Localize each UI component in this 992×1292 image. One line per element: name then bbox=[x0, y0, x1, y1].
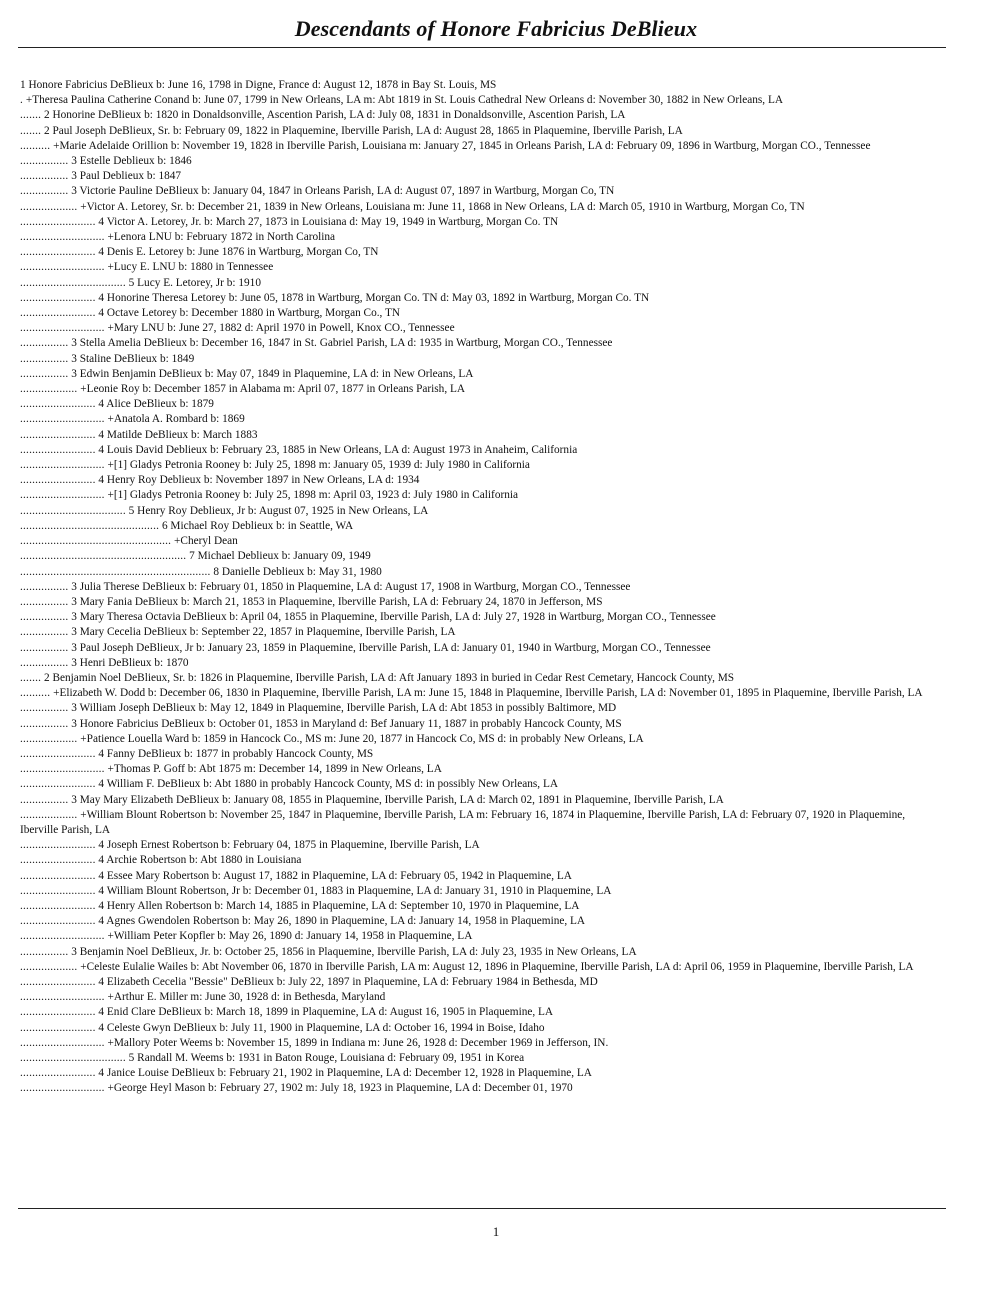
generation-leader: ............................................................... bbox=[20, 565, 211, 578]
descendant-entry bbox=[20, 215, 945, 230]
generation-leader: ................... bbox=[20, 808, 78, 821]
descendant-entry bbox=[20, 93, 945, 108]
entry-text: 4 Henry Allen Robertson b: March 14, 1885 in Plaquemine, LA d: September 10, 1970 in Plaquemine, LA bbox=[95, 899, 580, 912]
descendant-entry bbox=[20, 382, 945, 397]
entry-text: 5 Lucy E. Letorey, Jr b: 1910 bbox=[125, 276, 261, 289]
generation-leader: ......................... bbox=[20, 869, 96, 882]
generation-leader: ............................ bbox=[20, 261, 105, 274]
entry-text: +Mallory Poter Weems b: November 15, 1899 in Indiana m: June 26, 1928 d: December 1969 in Jefferson, IN. bbox=[104, 1036, 609, 1049]
descendant-entry bbox=[20, 960, 945, 975]
generation-leader: ................ bbox=[20, 611, 69, 624]
descendant-entry bbox=[20, 245, 945, 260]
descendant-entry bbox=[20, 625, 945, 640]
entry-text: +Thomas P. Goff b: Abt 1875 m: December 14, 1899 in New Orleans, LA bbox=[104, 763, 442, 776]
generation-leader: ................ bbox=[20, 626, 69, 639]
descendant-entry bbox=[20, 139, 945, 154]
generation-leader: ................ bbox=[20, 337, 69, 350]
descendant-entry bbox=[20, 519, 945, 534]
descendant-entry bbox=[20, 899, 945, 914]
descendant-entry bbox=[20, 671, 945, 686]
generation-leader: ......................... bbox=[20, 215, 96, 228]
generation-leader: ................ bbox=[20, 641, 69, 654]
descendant-entry bbox=[20, 1036, 945, 1051]
entry-text: 3 Estelle Deblieux b: 1846 bbox=[68, 155, 192, 168]
generation-leader: ......................... bbox=[20, 1006, 96, 1019]
entry-text: 3 Honore Fabricius DeBlieux b: October 01, 1853 in Maryland d: Bef January 11, 1887 in probably Hancock County, MS bbox=[68, 717, 622, 730]
entry-text: 4 Louis David Deblieux b: February 23, 1885 in New Orleans, LA d: August 1973 in Anaheim, California bbox=[95, 443, 578, 456]
entry-text: 4 Enid Clare DeBlieux b: March 18, 1899 in Plaquemine, LA d: August 16, 1905 in Plaquemine, LA bbox=[95, 1006, 554, 1019]
generation-leader: ................ bbox=[20, 170, 69, 183]
generation-leader: ......................... bbox=[20, 884, 96, 897]
descendant-entry bbox=[20, 321, 945, 336]
generation-leader: ............................ bbox=[20, 413, 105, 426]
generation-leader: ....................................................... bbox=[20, 550, 187, 563]
entry-text: 1 Honore Fabricius DeBlieux b: June 16, 1798 in Digne, France d: August 12, 1878 in Bay St. Louis, MS bbox=[20, 79, 497, 91]
generation-leader: ......................... bbox=[20, 839, 96, 852]
descendant-entry bbox=[20, 580, 945, 595]
descendant-entry bbox=[20, 777, 945, 792]
entry-text: +[1] Gladys Petronia Rooney b: July 25, 1898 m: April 03, 1923 d: July 1980 in California bbox=[104, 489, 519, 502]
descendant-entry bbox=[20, 549, 945, 564]
generation-leader: ................................... bbox=[20, 504, 126, 517]
entry-text: 3 Julia Therese DeBlieux b: February 01, 1850 in Plaquemine, LA d: August 17, 1908 in Wartburg, Morgan CO., Tennessee bbox=[68, 580, 631, 593]
entry-text: 6 Michael Roy Deblieux b: in Seattle, WA bbox=[159, 519, 354, 532]
generation-leader: ......................... bbox=[20, 899, 96, 912]
descendant-entry bbox=[20, 336, 945, 351]
descendant-entry bbox=[20, 732, 945, 747]
generation-leader: ................................... bbox=[20, 276, 126, 289]
generation-leader: ....... bbox=[20, 671, 42, 684]
generation-leader: ......................... bbox=[20, 428, 96, 441]
generation-leader: .......... bbox=[20, 687, 51, 700]
descendant-entry bbox=[20, 1081, 945, 1096]
generation-leader: ................................... bbox=[20, 1052, 126, 1064]
descendant-entry bbox=[20, 428, 945, 443]
generation-leader: ......................... bbox=[20, 291, 96, 304]
descendant-entry bbox=[20, 412, 945, 427]
bottom-rule bbox=[18, 1208, 946, 1209]
generation-leader: ............................ bbox=[20, 489, 105, 502]
generation-leader: ......................... bbox=[20, 474, 96, 487]
descendant-entry bbox=[20, 473, 945, 488]
generation-leader: .......... bbox=[20, 139, 51, 152]
entry-text: +Lenora LNU b: February 1872 in North Carolina bbox=[104, 231, 336, 244]
entry-text: +William Peter Kopfler b: May 26, 1890 d: January 14, 1958 in Plaquemine, LA bbox=[104, 930, 473, 943]
descendant-entry bbox=[20, 701, 945, 716]
generation-leader: ................ bbox=[20, 793, 69, 806]
entry-text: 4 Denis E. Letorey b: June 1876 in Wartburg, Morgan Co, TN bbox=[95, 246, 379, 259]
entry-text: +Victor A. Letorey, Sr. b: December 21, 1839 in New Orleans, Louisiana m: June 11, 1868 in New Orleans, LA d: March 05, 1910 in Wartburg, Morgan Co, TN bbox=[77, 200, 805, 213]
entry-text: 3 Mary Cecelia DeBlieux b: September 22, 1857 in Plaquemine, Iberville Parish, LA bbox=[68, 626, 456, 639]
descendant-entry bbox=[20, 762, 945, 777]
entry-text: +Mary LNU b: June 27, 1882 d: April 1970 in Powell, Knox CO., Tennessee bbox=[104, 322, 455, 335]
entry-text: 3 Paul Joseph DeBlieux, Jr b: January 23, 1859 in Plaquemine, Iberville Parish, LA d: January 01, 1940 in Wartburg, Morgan CO., Tennessee bbox=[68, 641, 711, 654]
generation-leader: .............................................. bbox=[20, 519, 160, 532]
entry-text: 4 Alice DeBlieux b: 1879 bbox=[95, 398, 214, 411]
entry-text: 8 Danielle Deblieux b: May 31, 1980 bbox=[210, 565, 382, 578]
generation-leader: ................... bbox=[20, 732, 78, 745]
entry-text: 4 Fanny DeBlieux b: 1877 in probably Hancock County, MS bbox=[95, 747, 374, 760]
descendant-list bbox=[20, 78, 945, 1097]
descendant-entry bbox=[20, 291, 945, 306]
page-title: Descendants of Honore Fabricius DeBlieux bbox=[294, 16, 698, 41]
descendant-entry bbox=[20, 458, 945, 473]
entry-text: +William Blount Robertson b: November 25, 1847 in Plaquemine, Iberville Parish, LA m: February 16, 1874 in Plaquemine, Iberville Parish, LA d: February 07, 1920 in Plaquemine, Iberville Parish, LA bbox=[20, 808, 906, 836]
generation-leader: ......................... bbox=[20, 1067, 96, 1080]
generation-leader: ............................ bbox=[20, 459, 105, 472]
generation-leader: ......................... bbox=[20, 915, 96, 928]
generation-leader: ................ bbox=[20, 717, 69, 730]
generation-leader: ............................ bbox=[20, 231, 105, 244]
generation-leader: ................... bbox=[20, 960, 78, 973]
entry-text: +Patience Louella Ward b: 1859 in Hancock Co., MS m: June 20, 1877 in Hancock Co, MS d: in probably New Orleans, LA bbox=[77, 732, 644, 745]
generation-leader: ....... bbox=[20, 124, 42, 137]
entry-text: 4 William Blount Robertson, Jr b: December 01, 1883 in Plaquemine, LA d: January 31, 1910 in Plaquemine, LA bbox=[95, 884, 612, 897]
generation-leader: ................... bbox=[20, 200, 78, 213]
generation-leader: ......................... bbox=[20, 398, 96, 411]
entry-text: 3 William Joseph DeBlieux b: May 12, 1849 in Plaquemine, Iberville Parish, LA d: Abt 1853 in possibly Baltimore, MD bbox=[68, 702, 617, 715]
descendant-entry bbox=[20, 169, 945, 184]
descendant-entry bbox=[20, 108, 945, 123]
descendant-entry bbox=[20, 686, 945, 701]
entry-text: +Marie Adelaide Orillion b: November 19, 1828 in Iberville Parish, Louisiana m: January 27, 1845 in Orleans Parish, LA d: February 09, 1896 in Wartburg, Morgan CO., Tennessee bbox=[50, 139, 871, 152]
descendant-entry bbox=[20, 945, 945, 960]
descendant-entry bbox=[20, 367, 945, 382]
entry-text: +Anatola A. Rombard b: 1869 bbox=[104, 413, 245, 426]
descendant-entry bbox=[20, 717, 945, 732]
generation-leader: ................ bbox=[20, 155, 69, 168]
generation-leader: ................ bbox=[20, 595, 69, 608]
descendant-entry bbox=[20, 853, 945, 868]
generation-leader: ......................... bbox=[20, 854, 96, 867]
entry-text: 5 Randall M. Weems b: 1931 in Baton Rouge, Louisiana d: February 09, 1951 in Korea bbox=[125, 1052, 525, 1064]
entry-text: 4 William F. DeBlieux b: Abt 1880 in probably Hancock County, MS d: in possibly New Orleans, LA bbox=[95, 778, 559, 791]
entry-text: 2 Benjamin Noel DeBlieux, Sr. b: 1826 in Plaquemine, Iberville Parish, LA d: Aft January 1893 in buried in Cedar Rest Cemetary, Hancock County, MS bbox=[41, 671, 735, 684]
generation-leader: ................... bbox=[20, 383, 78, 396]
descendant-entry bbox=[20, 184, 945, 199]
descendant-entry bbox=[20, 793, 945, 808]
entry-text: +Elizabeth W. Dodd b: December 06, 1830 in Plaquemine, Iberville Parish, LA m: June 15, 1848 in Plaquemine, Iberville Parish, LA d: November 01, 1895 in Plaquemine, Iberville Parish, LA bbox=[50, 687, 923, 700]
descendant-entry bbox=[20, 610, 945, 625]
descendant-entry bbox=[20, 1066, 945, 1081]
descendant-entry bbox=[20, 488, 945, 503]
descendant-entry bbox=[20, 838, 945, 853]
entry-text: 4 Archie Robertson b: Abt 1880 in Louisiana bbox=[95, 854, 302, 867]
descendant-entry bbox=[20, 200, 945, 215]
generation-leader: ......................... bbox=[20, 307, 96, 320]
descendant-entry bbox=[20, 124, 945, 139]
entry-text: 2 Paul Joseph DeBlieux, Sr. b: February 09, 1822 in Plaquemine, Iberville Parish, LA d: August 28, 1865 in Plaquemine, Iberville Parish, LA bbox=[41, 124, 683, 137]
generation-leader: . bbox=[20, 94, 24, 107]
entry-text: 3 Mary Fania DeBlieux b: March 21, 1853 in Plaquemine, Iberville Parish, LA d: February 24, 1870 in Jefferson, MS bbox=[68, 595, 603, 608]
generation-leader: ................ bbox=[20, 656, 69, 669]
descendant-entry bbox=[20, 504, 945, 519]
entry-text: 3 Staline DeBlieux b: 1849 bbox=[68, 352, 195, 365]
entry-text: +Lucy E. LNU b: 1880 in Tennessee bbox=[104, 261, 274, 274]
top-rule bbox=[18, 47, 946, 48]
generation-leader: ................ bbox=[20, 367, 69, 380]
descendant-entry bbox=[20, 747, 945, 762]
entry-text: +[1] Gladys Petronia Rooney b: July 25, 1898 m: January 05, 1939 d: July 1980 in California bbox=[104, 459, 530, 472]
entry-text: 4 Joseph Ernest Robertson b: February 04, 1875 in Plaquemine, Iberville Parish, LA bbox=[95, 839, 480, 852]
entry-text: 4 Matilde DeBlieux b: March 1883 bbox=[95, 428, 258, 441]
descendant-entry bbox=[20, 534, 945, 549]
entry-text: 3 Benjamin Noel DeBlieux, Jr. b: October 25, 1856 in Plaquemine, Iberville Parish, LA d: July 23, 1935 in New Orleans, LA bbox=[68, 945, 637, 958]
entry-text: 4 Janice Louise DeBlieux b: February 21, 1902 in Plaquemine, LA d: December 12, 1928 in Plaquemine, LA bbox=[95, 1067, 592, 1080]
descendant-entry bbox=[20, 1021, 945, 1036]
generation-leader: ......................... bbox=[20, 1021, 96, 1034]
generation-leader: ................ bbox=[20, 185, 69, 198]
generation-leader: ............................ bbox=[20, 763, 105, 776]
entry-text: 3 Paul Deblieux b: 1847 bbox=[68, 170, 182, 183]
entry-text: +Arthur E. Miller m: June 30, 1928 d: in Bethesda, Maryland bbox=[104, 991, 386, 1004]
entry-text: 4 Agnes Gwendolen Robertson b: May 26, 1890 in Plaquemine, LA d: January 14, 1958 in Plaquemine, LA bbox=[95, 915, 586, 928]
descendant-entry bbox=[20, 260, 945, 275]
entry-text: 4 Elizabeth Cecelia "Bessie" DeBlieux b: July 22, 1897 in Plaquemine, LA d: February 1984 in Bethesda, MD bbox=[95, 975, 598, 988]
descendant-entry bbox=[20, 306, 945, 321]
descendant-entry bbox=[20, 230, 945, 245]
descendant-entry bbox=[20, 1051, 945, 1066]
generation-leader: ......................... bbox=[20, 778, 96, 791]
descendant-entry bbox=[20, 641, 945, 656]
generation-leader: ......................... bbox=[20, 975, 96, 988]
generation-leader: ......................... bbox=[20, 246, 96, 259]
generation-leader: .................................................. bbox=[20, 535, 172, 548]
entry-text: 4 Celeste Gwyn DeBlieux b: July 11, 1900 in Plaquemine, LA d: October 16, 1994 in Boise, Idaho bbox=[95, 1021, 545, 1034]
descendant-entry bbox=[20, 884, 945, 899]
descendant-entry bbox=[20, 869, 945, 884]
entry-text: 3 May Mary Elizabeth DeBlieux b: January 08, 1855 in Plaquemine, Iberville Parish, LA d: March 02, 1891 in Plaquemine, Iberville Parish, LA bbox=[68, 793, 724, 806]
entry-text: 3 Edwin Benjamin DeBlieux b: May 07, 1849 in Plaquemine, LA d: in New Orleans, LA bbox=[68, 367, 474, 380]
entry-text: 7 Michael Deblieux b: January 09, 1949 bbox=[186, 550, 371, 563]
entry-text: +Cheryl Dean bbox=[171, 535, 238, 548]
entry-text: 3 Stella Amelia DeBlieux b: December 16, 1847 in St. Gabriel Parish, LA d: 1935 in Wartburg, Morgan CO., Tennessee bbox=[68, 337, 613, 350]
entry-text: 3 Mary Theresa Octavia DeBlieux b: April 04, 1855 in Plaquemine, Iberville Parish, LA d: July 27, 1928 in Wartburg, Morgan CO., Tennessee bbox=[68, 611, 716, 624]
generation-leader: ................ bbox=[20, 702, 69, 715]
entry-text: 4 Essee Mary Robertson b: August 17, 1882 in Plaquemine, LA d: February 05, 1942 in Plaquemine, LA bbox=[95, 869, 572, 882]
descendant-entry bbox=[20, 352, 945, 367]
page-number: 1 bbox=[492, 1224, 500, 1239]
descendant-entry bbox=[20, 565, 945, 580]
generation-leader: ............................ bbox=[20, 1036, 105, 1049]
descendant-entry bbox=[20, 914, 945, 929]
entry-text: 3 Victorie Pauline DeBlieux b: January 04, 1847 in Orleans Parish, LA d: August 07, 1897 in Wartburg, Morgan Co, TN bbox=[68, 185, 615, 198]
descendant-entry bbox=[20, 975, 945, 990]
generation-leader: ............................ bbox=[20, 322, 105, 335]
entry-text: 4 Henry Roy Deblieux b: November 1897 in New Orleans, LA d: 1934 bbox=[95, 474, 420, 487]
generation-leader: ................ bbox=[20, 580, 69, 593]
descendant-entry bbox=[20, 656, 945, 671]
generation-leader: ......................... bbox=[20, 747, 96, 760]
generation-leader: ............................ bbox=[20, 930, 105, 943]
entry-text: 4 Victor A. Letorey, Jr. b: March 27, 1873 in Louisiana d: May 19, 1949 in Wartburg, Morgan Co. TN bbox=[95, 215, 559, 228]
generation-leader: ............................ bbox=[20, 1082, 105, 1095]
descendant-entry bbox=[20, 154, 945, 169]
descendant-entry bbox=[20, 443, 945, 458]
generation-leader: ................ bbox=[20, 945, 69, 958]
descendant-entry bbox=[20, 595, 945, 610]
generation-leader: ....... bbox=[20, 109, 42, 122]
entry-text: 4 Octave Letorey b: December 1880 in Wartburg, Morgan Co., TN bbox=[95, 307, 401, 320]
descendant-entry bbox=[20, 990, 945, 1005]
entry-text: 5 Henry Roy Deblieux, Jr b: August 07, 1925 in New Orleans, LA bbox=[125, 504, 429, 517]
entry-text: +Leonie Roy b: December 1857 in Alabama m: April 07, 1877 in Orleans Parish, LA bbox=[77, 383, 466, 396]
entry-text: +Theresa Paulina Catherine Conand b: June 07, 1799 in New Orleans, LA m: Abt 1819 in St. Louis Cathedral New Orleans d: November 30, 1882 in New Orleans, LA bbox=[23, 94, 784, 107]
descendant-entry bbox=[20, 929, 945, 944]
descendant-entry bbox=[20, 276, 945, 291]
entry-text: +George Heyl Mason b: February 27, 1902 m: July 18, 1923 in Plaquemine, LA d: December 01, 1970 bbox=[104, 1082, 573, 1095]
descendant-entry bbox=[20, 397, 945, 412]
generation-leader: ......................... bbox=[20, 443, 96, 456]
generation-leader: ................ bbox=[20, 352, 69, 365]
entry-text: 3 Henri DeBlieux b: 1870 bbox=[68, 656, 189, 669]
descendant-entry bbox=[20, 808, 945, 838]
descendant-entry bbox=[20, 1005, 945, 1020]
generation-leader: ............................ bbox=[20, 991, 105, 1004]
entry-text: +Celeste Eulalie Wailes b: Abt November 06, 1870 in Iberville Parish, LA m: August 12, 1896 in Plaquemine, Iberville Parish, LA d: April 06, 1959 in Plaquemine, Iberville Parish, LA bbox=[77, 960, 914, 973]
entry-text: 4 Honorine Theresa Letorey b: June 05, 1878 in Wartburg, Morgan Co. TN d: May 03, 1892 in Wartburg, Morgan Co. TN bbox=[95, 291, 650, 304]
entry-text: 2 Honorine DeBlieux b: 1820 in Donaldsonville, Ascention Parish, LA d: July 08, 1831 in Donaldsonville, Ascention Parish, LA bbox=[41, 109, 626, 122]
descendant-entry bbox=[20, 78, 945, 93]
